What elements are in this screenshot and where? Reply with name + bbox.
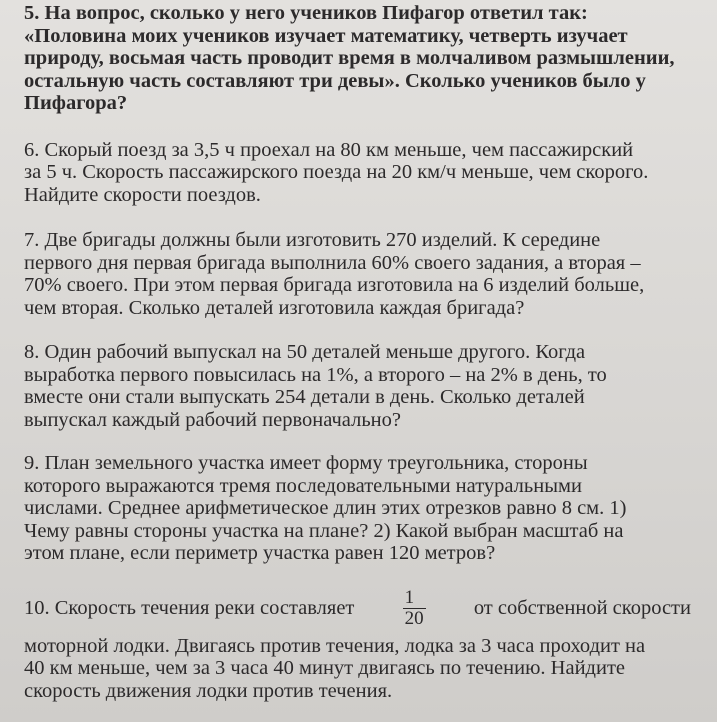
problem-10-first-line <box>24 583 691 635</box>
problem-5-line: природу, восьмая часть проводит время в молчаливом размышлении, <box>24 47 675 69</box>
problem-7-line: чем вторая. Сколько деталей изготовила каждая бригада? <box>24 296 525 319</box>
problem-10-after-fraction: от собственной скорости <box>473 597 691 620</box>
problem-5-line: «Половина моих учеников изучает математику, четверть изучает <box>24 24 628 47</box>
problem-10 <box>24 583 691 703</box>
problem-7-line: первого дня первая бригада выполнила 60% своего задания, а вторая – <box>24 251 641 274</box>
problem-5-line: 5. На вопрос, сколько у него учеников Пифагор ответил так: <box>24 2 588 24</box>
problem-8-line: выпускал каждый рабочий первоначально? <box>24 408 401 431</box>
problem-9-line: 9. План земельного участка имеет форму треугольника, стороны <box>24 452 588 474</box>
problem-7-line: 7. Две бригады должны были изготовить 270 изделий. К середине <box>24 229 601 251</box>
problem-9-line: Чему равны стороны участка на плане? 2) Какой выбран масштаб на <box>24 519 624 542</box>
problem-9 <box>24 452 691 565</box>
problem-6-line: за 5 ч. Скорость пассажирского поезда на 20 км/ч меньше, чем скорого. <box>24 161 649 183</box>
fraction <box>403 588 426 629</box>
problem-10-line: 40 км меньше, чем за 3 часа 40 минут двигаясь по течению. Найдите <box>24 657 625 679</box>
problem-10-intro: 10. Скорость течения реки составляет <box>24 597 355 620</box>
problem-9-line: числами. Среднее арифметическое длин этих отрезков равно 8 см. 1) <box>24 497 627 519</box>
problem-9-line: которого выражаются тремя последовательными натуральными <box>24 474 582 497</box>
problem-10-line: моторной лодки. Двигаясь против течения, лодка за 3 часа проходит на <box>24 634 646 657</box>
problem-5 <box>24 2 691 115</box>
problem-8-line: 8. Один рабочий выпускал на 50 деталей меньше другого. Когда <box>24 341 586 363</box>
problem-8 <box>24 341 691 431</box>
problem-6-line: Найдите скорости поездов. <box>24 183 261 206</box>
problem-6-line: 6. Скорый поезд за 3,5 ч проехал на 80 км меньше, чем пассажирский <box>24 138 634 161</box>
problem-7-line: 70% своего. При этом первая бригада изготовила на 6 изделий больше, <box>24 274 645 296</box>
problem-8-line: вместе они стали выпускать 254 детали в день. Сколько деталей <box>24 386 585 408</box>
problem-9-line: этом плане, если периметр участка равен 120 метров? <box>24 542 496 564</box>
problem-5-line: Пифагора? <box>24 92 128 114</box>
problem-7 <box>24 229 691 319</box>
problem-8-line: выработка первого повысилась на 1%, а второго – на 2% в день, то <box>24 363 607 386</box>
problem-5-line: остальную часть составляют три девы». Сколько учеников было у <box>24 69 646 92</box>
problem-6 <box>24 139 691 207</box>
fraction-numerator: 1 <box>403 588 426 609</box>
problem-10-line: скорость движения лодки против течения. <box>24 679 393 702</box>
fraction-denominator: 20 <box>404 608 424 629</box>
